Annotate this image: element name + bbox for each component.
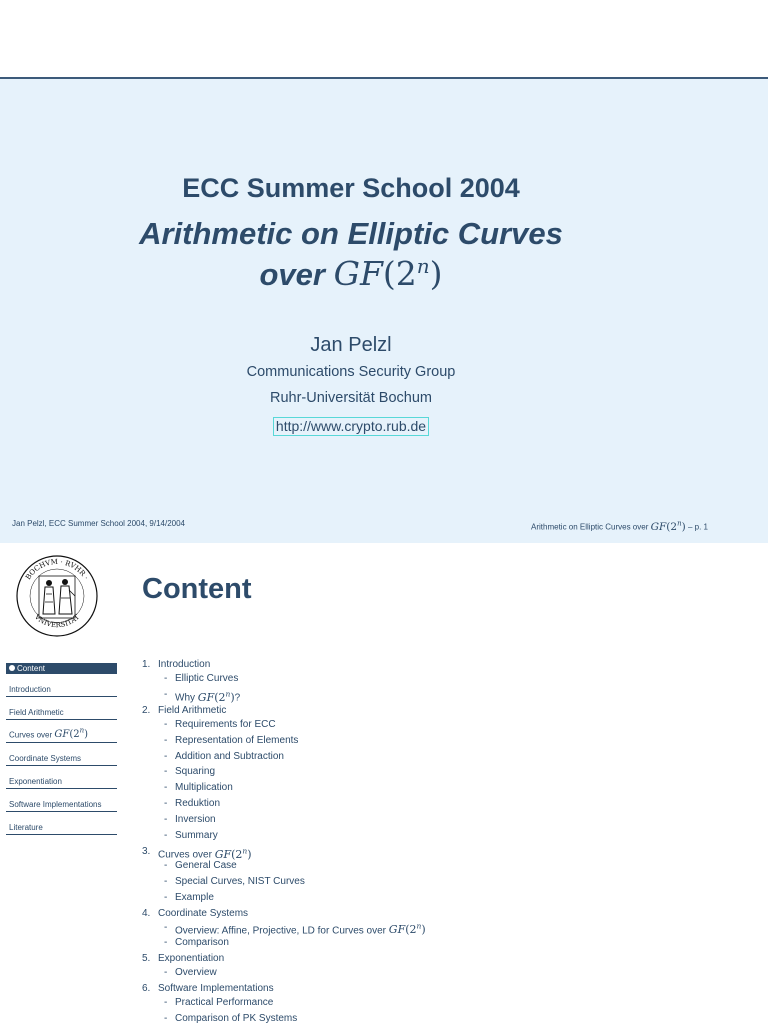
toc-item: - Why GF(2$^n$)? (164, 688, 241, 704)
toc-item: - Addition and Subtraction (164, 750, 284, 762)
gf2n-formula: GF(2$^n$) (650, 519, 686, 533)
author-name: Jan Pelzl (310, 334, 392, 356)
toc-item: - Squaring (164, 766, 216, 778)
affiliation-group: Communications Security Group (246, 364, 456, 380)
nav-item-coordinate-systems[interactable]: Coordinate Systems (6, 743, 117, 766)
svg-text:VNIVERSITAT: VNIVERSITAT (32, 612, 82, 630)
gf2n-formula: GF(2$^n$) (333, 254, 443, 293)
nav-item-literature[interactable]: Literature (6, 812, 117, 835)
bullet-icon (9, 665, 15, 671)
toc-item: - Requirements for ECC (164, 718, 276, 730)
toc-item: - Overview: Affine, Projective, LD for Curves over GF(2$^n$) (164, 921, 426, 937)
toc-item: - Elliptic Curves (164, 673, 239, 684)
title-panel (0, 79, 768, 543)
sidebar-nav (6, 663, 117, 835)
toc-item: - Multiplication (164, 782, 233, 794)
content-slide (0, 543, 768, 1024)
toc-item: - Comparison (164, 937, 229, 949)
toc-section: 3. Curves over GF(2$^n$) (142, 845, 252, 861)
nav-item-introduction[interactable]: Introduction (6, 674, 117, 697)
toc-section: 4. Coordinate Systems (142, 907, 249, 919)
talk-title-line2: over GF(2$^n$) (259, 254, 443, 293)
toc-item: - Inversion (164, 814, 216, 826)
gf2n-formula: GF(2$^n$) (388, 921, 426, 937)
toc-item: - Summary (164, 830, 218, 842)
toc-item: - Practical Performance (164, 997, 274, 1009)
toc-section: 1. Introduction (142, 659, 211, 670)
footer-right: Arithmetic on Elliptic Curves over GF(2$^n$) – p. 1 (531, 519, 708, 533)
slide-title: Content (142, 573, 252, 605)
svg-text:BOCHVM · RVHR ·: BOCHVM · RVHR · (24, 557, 90, 582)
footer-left: Jan Pelzl, ECC Summer School 2004, 9/14/2004 (12, 519, 185, 528)
nav-item-field-arithmetic[interactable]: Field Arithmetic (6, 697, 117, 720)
toc-section: 6. Software Implementations (142, 983, 274, 995)
toc-item: - Overview (164, 967, 217, 979)
toc-section: 2. Field Arithmetic (142, 704, 227, 716)
toc-item: - Reduktion (164, 798, 221, 810)
nav-item-curves[interactable]: Curves over GF(2$^n$) (6, 720, 117, 743)
toc-item: - Example (164, 891, 214, 903)
toc-section: 5. Exponentiation (142, 953, 225, 965)
toc-item: - Comparison of PK Systems (164, 1013, 298, 1025)
toc-item: - Representation of Elements (164, 734, 299, 746)
nav-item-exponentiation[interactable]: Exponentiation (6, 766, 117, 789)
talk-title-line1: Arithmetic on Elliptic Curves (139, 216, 563, 251)
gf2n-formula: GF(2$^n$) (214, 845, 252, 861)
affiliation-university: Ruhr-Universität Bochum (270, 390, 432, 406)
university-seal-icon (15, 554, 99, 638)
nav-item-software[interactable]: Software Implementations (6, 789, 117, 812)
nav-item-content[interactable]: Content (6, 663, 117, 674)
gf2n-formula: GF(2$^n$) (197, 688, 235, 704)
website-link[interactable]: http://www.crypto.rub.de (273, 417, 429, 436)
toc-item: - General Case (164, 859, 237, 871)
toc-item: - Special Curves, NIST Curves (164, 875, 305, 887)
table-of-contents (142, 659, 742, 1029)
gf2n-formula: GF(2$^n$) (54, 726, 89, 740)
event-title: ECC Summer School 2004 (182, 173, 520, 203)
